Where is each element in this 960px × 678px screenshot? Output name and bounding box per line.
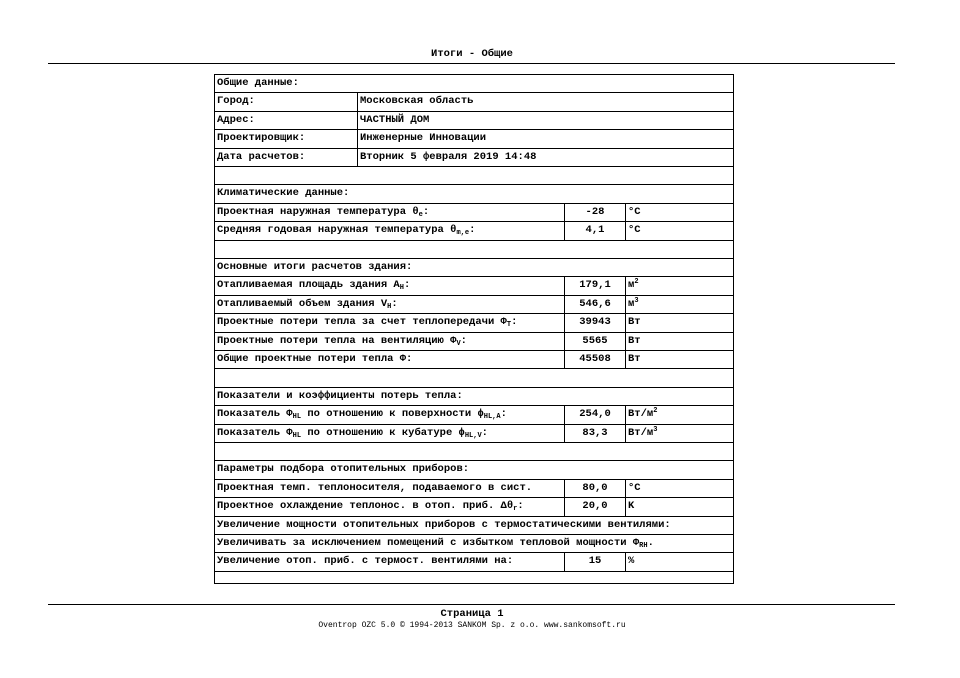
results-row-transmission-loss: Проектные потери тепла за счет теплопередачи $\Phi_T$: 39943 Вт [215, 314, 733, 332]
section-heading-general: Общие данные: [215, 75, 733, 93]
results-row-total-loss: Общие проектные потери тепла Φ: 45508 Вт [215, 351, 733, 369]
section-heading-results: Основные итоги расчетов здания: [215, 259, 733, 277]
indicators-row-per-area: Показатель $\Phi_{HL}$ по отношению к поверхности $\phi_{HL,A}$: 254,0 $Вт/м^2$ [215, 406, 733, 424]
section-heading-heaters: Параметры подбора отопительных приборов: [215, 461, 733, 479]
general-row-date: Дата расчетов: Вторник 5 февраля 2019 14:48 [215, 149, 733, 167]
heaters-row-supply-temp: Проектная темп. теплоносителя, подаваемого в сист. 80,0 °C [215, 480, 733, 498]
heaters-increase-heading: Увеличение мощности отопительных приборов с термостатическими вентилями: [215, 517, 733, 535]
general-row-city: Город: Московская область [215, 93, 733, 111]
section-heading-indicators: Показатели и коэффициенты потерь тепла: [215, 388, 733, 406]
footer-rule [48, 604, 895, 605]
results-row-volume: Отапливаемый объем здания $V_H$: 546,6 $м^3$ [215, 296, 733, 314]
general-row-designer: Проектировщик: Инженерные Инновации [215, 130, 733, 148]
summary-table [214, 74, 734, 584]
spacer-row [215, 167, 733, 185]
general-row-address: Адрес: ЧАСТНЫЙ ДОМ [215, 112, 733, 130]
climate-row-mean-temp: Средняя годовая наружная температура $\theta_{m,e}$: 4,1 °C [215, 222, 733, 240]
header-rule [48, 63, 895, 64]
heaters-row-cooling: Проектное охлаждение теплонос. в отоп. приб. $\Delta\theta_r$: 20,0 K [215, 498, 733, 516]
heaters-row-increase: Увеличение отоп. приб. с термост. вентилями на: 15 % [215, 553, 733, 571]
results-row-area: Отапливаемая площадь здания $A_H$: 179,1 $м^2$ [215, 277, 733, 295]
section-heading-climate: Климатические данные: [215, 185, 733, 203]
indicators-row-per-volume: Показатель $\Phi_{HL}$ по отношению к кубатуре $\phi_{HL,V}$: 83,3 $Вт/м^3$ [215, 425, 733, 443]
results-row-ventilation-loss: Проектные потери тепла на вентиляцию $\Phi_V$: 5565 Вт [215, 333, 733, 351]
page-number: Страница 1 [440, 608, 504, 620]
spacer-row [215, 369, 733, 387]
copyright-line: Oventrop OZC 5.0 © 1994-2013 SANKOM Sp. z o.o. www.sankomsoft.ru [318, 621, 626, 630]
heaters-increase-note: Увеличивать за исключением помещений с избытком тепловой мощности $\Phi_{RH}$. [215, 535, 733, 553]
climate-row-design-temp: Проектная наружная температура $\theta_e$: -28 °C [215, 204, 733, 222]
spacer-row [215, 241, 733, 259]
page-header-title: Итоги - Общие [431, 48, 513, 60]
spacer-row [215, 443, 733, 461]
